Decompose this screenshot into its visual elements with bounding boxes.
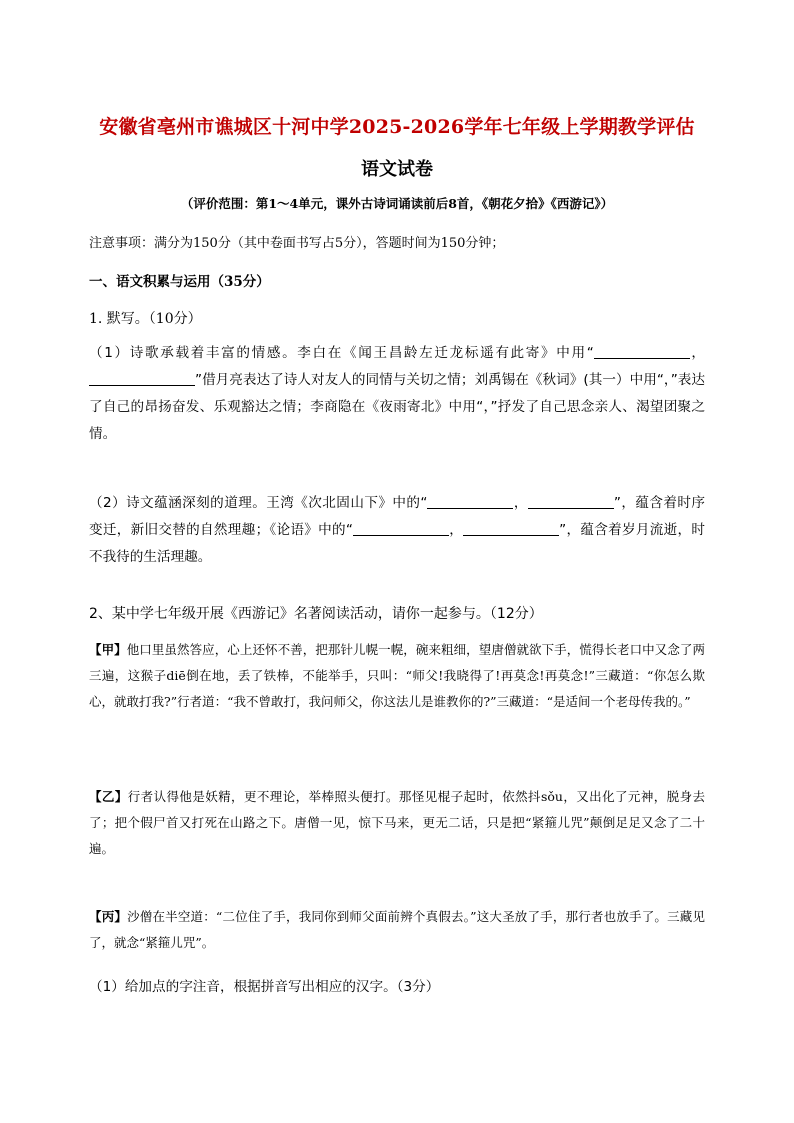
question-1-part-2 — [89, 490, 705, 571]
answer-blank[interactable] — [463, 521, 559, 536]
q1p2-text-b: ， — [513, 495, 528, 511]
answer-blank[interactable] — [353, 521, 449, 536]
answer-blank[interactable] — [528, 494, 614, 509]
evaluation-scope: （评价范围：第1～4单元，课外古诗词诵读前后8首，《朝花夕拾》《西游记》） — [180, 196, 614, 211]
answer-blank[interactable] — [427, 494, 513, 509]
exam-title: 安徽省亳州市谯城区十河中学2025-2026学年七年级上学期教学评估 — [99, 116, 695, 138]
excerpt-text: 沙僧在半空道：“二位住了手，我同你到师父面前辨个真假去。”这大圣放了手，那行者也放手了。三藏见了，就念“紧箍儿咒”。 — [89, 909, 705, 950]
answer-blank[interactable] — [89, 371, 195, 386]
excerpt-tag: 【丙】 — [89, 909, 128, 924]
exam-notice: 注意事项：满分为150分（其中卷面书写占5分），答题时间为150分钟； — [89, 236, 505, 251]
q1p1-text-a: （1）诗歌承载着丰富的情感。李白在《闻王昌龄左迁龙标遥有此寄》中用“ — [89, 345, 594, 361]
excerpt-text: 他口里虽然答应，心上还怀不善，把那针儿幌一幌，碗来粗细，望唐僧就欲下手，慌得长老口中又念了两三遍，这猴子diē倒在地，丢了铁棒，不能举手，只叫：“师父!我晓得了!再莫念!再莫念!”三藏道：“你怎么欺心，就敢打我?”行者道：“我不曾敢打，我问师父，你这法儿是谁教你的?”三藏道：“是适间一个老母传我的。” — [89, 642, 705, 709]
excerpt-tag: 【乙】 — [89, 789, 128, 804]
question-1-heading: 1. 默写。（10分） — [89, 311, 202, 327]
excerpt-jia — [89, 637, 705, 715]
answer-blank[interactable] — [594, 344, 690, 359]
question-2-heading: 2、某中学七年级开展《西游记》名著阅读活动，请你一起参与。（12分） — [89, 606, 543, 622]
q1p2-text-c: ”，蕴含着时序变迁，新旧交替的自然理趣；《论语》中的“ — [89, 495, 705, 538]
q1p2-text-d: ， — [448, 522, 464, 538]
question-2-sub-1: （1）给加点的字注音，根据拼音写出相应的汉字。（3分） — [89, 979, 440, 995]
question-1-part-1 — [89, 340, 705, 448]
excerpt-text: 行者认得他是妖精，更不理论，举棒照头便打。那怪见棍子起时，依然抖sǒu，又出化了元神，脱身去了；把个假尸首又打死在山路之下。唐僧一见，惊下马来，更无二话，只是把“紧箍儿咒”颠倒足足又念了二十遍。 — [89, 789, 705, 856]
excerpt-tag: 【甲】 — [89, 642, 127, 657]
q1p2-text-e: ”，蕴含着岁月流逝，时不我待的生活理趣。 — [89, 522, 706, 565]
excerpt-bing — [89, 904, 705, 956]
excerpt-yi — [89, 784, 705, 862]
q1p2-text-a: （2）诗文蕴涵深刻的道理。王湾《次北固山下》中的“ — [89, 495, 428, 511]
q1p1-text-b: ， — [689, 345, 705, 361]
q1p1-text-c: ”借月亮表达了诗人对友人的同情与关切之情；刘禹锡在《秋词》(其一）中用“，”表达了自己的昂扬奋发、乐观豁达之情；李商隐在《夜雨寄北》中用“，”抒发了自己思念亲人、渴望团聚之情。 — [89, 372, 705, 442]
section-1-heading: 一、语文积累与运用（35分） — [89, 274, 270, 290]
exam-subtitle: 语文试卷 — [361, 159, 433, 180]
